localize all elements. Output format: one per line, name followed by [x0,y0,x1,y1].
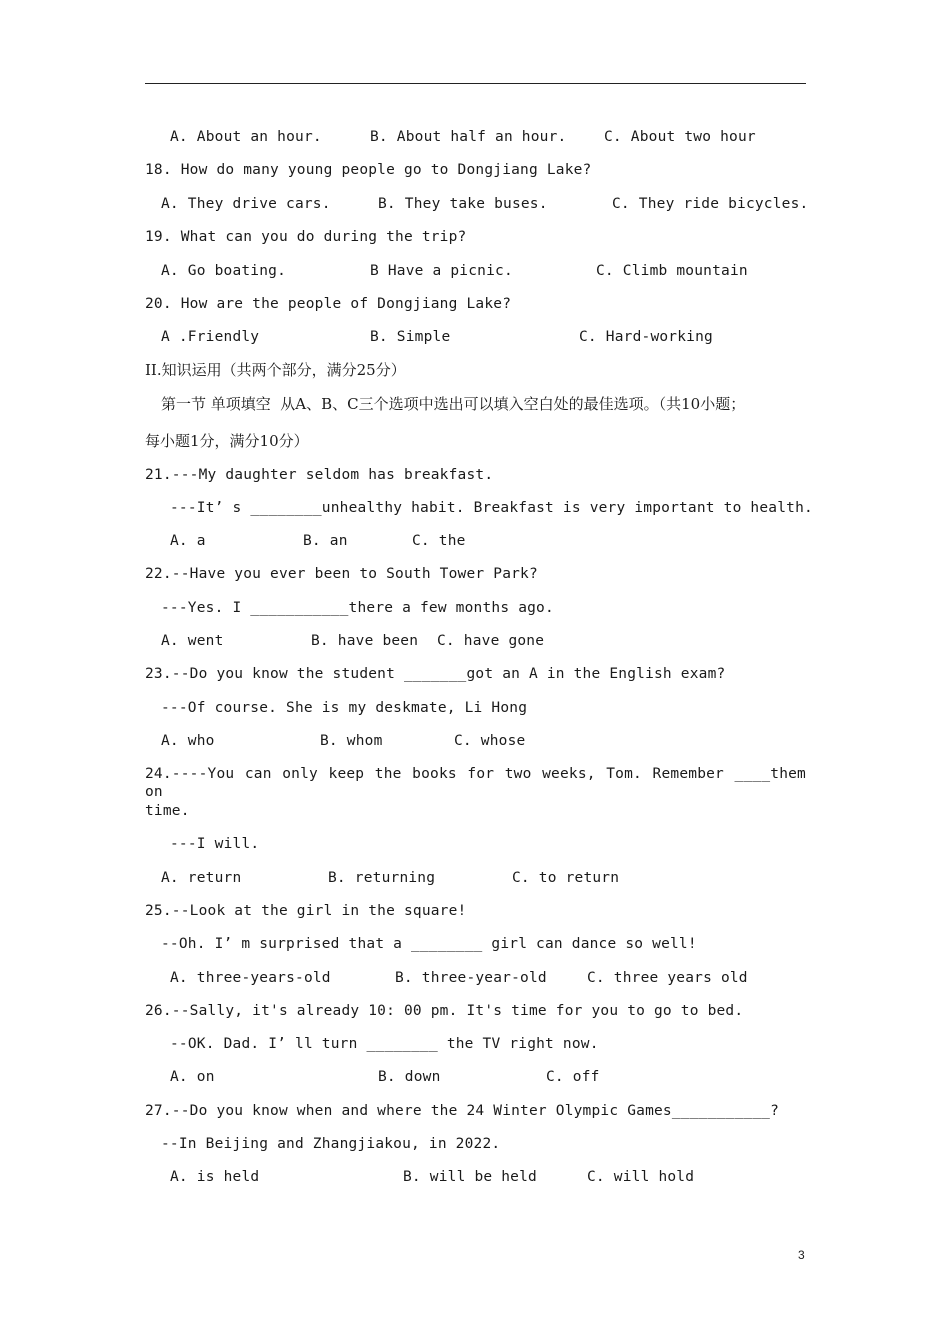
q24-stem-continued: time. [145,803,190,819]
q26-option-b: B. down [378,1069,441,1085]
q24-option-c: C. to return [512,870,620,886]
q27-option-c: C. will hold [587,1169,695,1185]
q27-reply: --In Beijing and Zhangjiakou, in 2022. [161,1136,501,1152]
q25-option-c: C. three years old [587,970,748,986]
q26-stem: 26.--Sally, it's already 10: 00 pm. It's time for you to go to bed. [145,1003,744,1019]
q26-option-a: A. on [170,1069,215,1085]
q22-option-b: B. have been [311,633,419,649]
q26-reply: --OK. Dad. I’ ll turn ________ the TV right now. [170,1036,599,1052]
q21-option-c: C. the [412,533,466,549]
section-instruction-line1: 第一节 单项填空 从A、B、C三个选项中选出可以填入空白处的最佳选项。（共10小题； [161,395,746,413]
q18-option-a: A. They drive cars. [161,196,331,212]
q21-reply: ---It’ s ________unhealthy habit. Breakfast is very important to health. [170,500,813,516]
q27-option-a: A. is held [170,1169,260,1185]
q20-option-a: A .Friendly [161,329,260,345]
q21-option-b: B. an [303,533,348,549]
q23-option-a: A. who [161,733,215,749]
q17-option-b: B. About half an hour. [370,129,567,145]
q20-option-b: B. Simple [370,329,451,345]
q25-stem: 25.--Look at the girl in the square! [145,903,467,919]
q19-option-c: C. Climb mountain [596,263,748,279]
q20-stem: 20. How are the people of Dongjiang Lake? [145,296,512,312]
q25-option-b: B. three-year-old [395,970,547,986]
q24-option-b: B. returning [328,870,436,886]
q17-option-c: C. About two hour [604,129,756,145]
section-heading: II.知识运用（共两个部分，满分25分） [145,361,406,379]
q18-option-b: B. They take buses. [378,196,548,212]
q23-option-c: C. whose [454,733,526,749]
q26-option-c: C. off [546,1069,600,1085]
q27-stem: 27.--Do you know when and where the 24 Winter Olympic Games___________? [145,1103,780,1119]
q22-reply: ---Yes. I ___________there a few months ago. [161,600,554,616]
q17-option-a: A. About an hour. [170,129,322,145]
q21-stem: 21.---My daughter seldom has breakfast. [145,467,494,483]
q19-stem: 19. What can you do during the trip? [145,229,467,245]
q18-option-c: C. They ride bicycles. [612,196,809,212]
q23-reply: ---Of course. She is my deskmate, Li Hong [161,700,528,716]
section-instruction-line2: 每小题1分，满分10分） [145,432,309,450]
q24-reply: ---I will. [170,836,260,852]
q22-option-c: C. have gone [437,633,545,649]
q19-option-b: B Have a picnic. [370,263,513,279]
q18-stem: 18. How do many young people go to Dongjiang Lake? [145,162,592,178]
q25-reply: --Oh. I’ m surprised that a ________ girl can dance so well! [161,936,697,952]
q24-option-a: A. return [161,870,242,886]
q20-option-c: C. Hard-working [579,329,713,345]
q27-option-b: B. will be held [403,1169,537,1185]
q25-option-a: A. three-years-old [170,970,331,986]
q19-option-a: A. Go boating. [161,263,287,279]
q22-stem: 22.--Have you ever been to South Tower Park? [145,566,538,582]
page-number: 3 [798,1248,805,1262]
q22-option-a: A. went [161,633,224,649]
q23-stem: 23.--Do you know the student _______got an A in the English exam? [145,666,726,682]
q23-option-b: B. whom [320,733,383,749]
header-rule [145,83,806,84]
q24-stem: 24.----You can only keep the books for two weeks, Tom. Remember ____them on [145,766,806,800]
q21-option-a: A. a [170,533,206,549]
